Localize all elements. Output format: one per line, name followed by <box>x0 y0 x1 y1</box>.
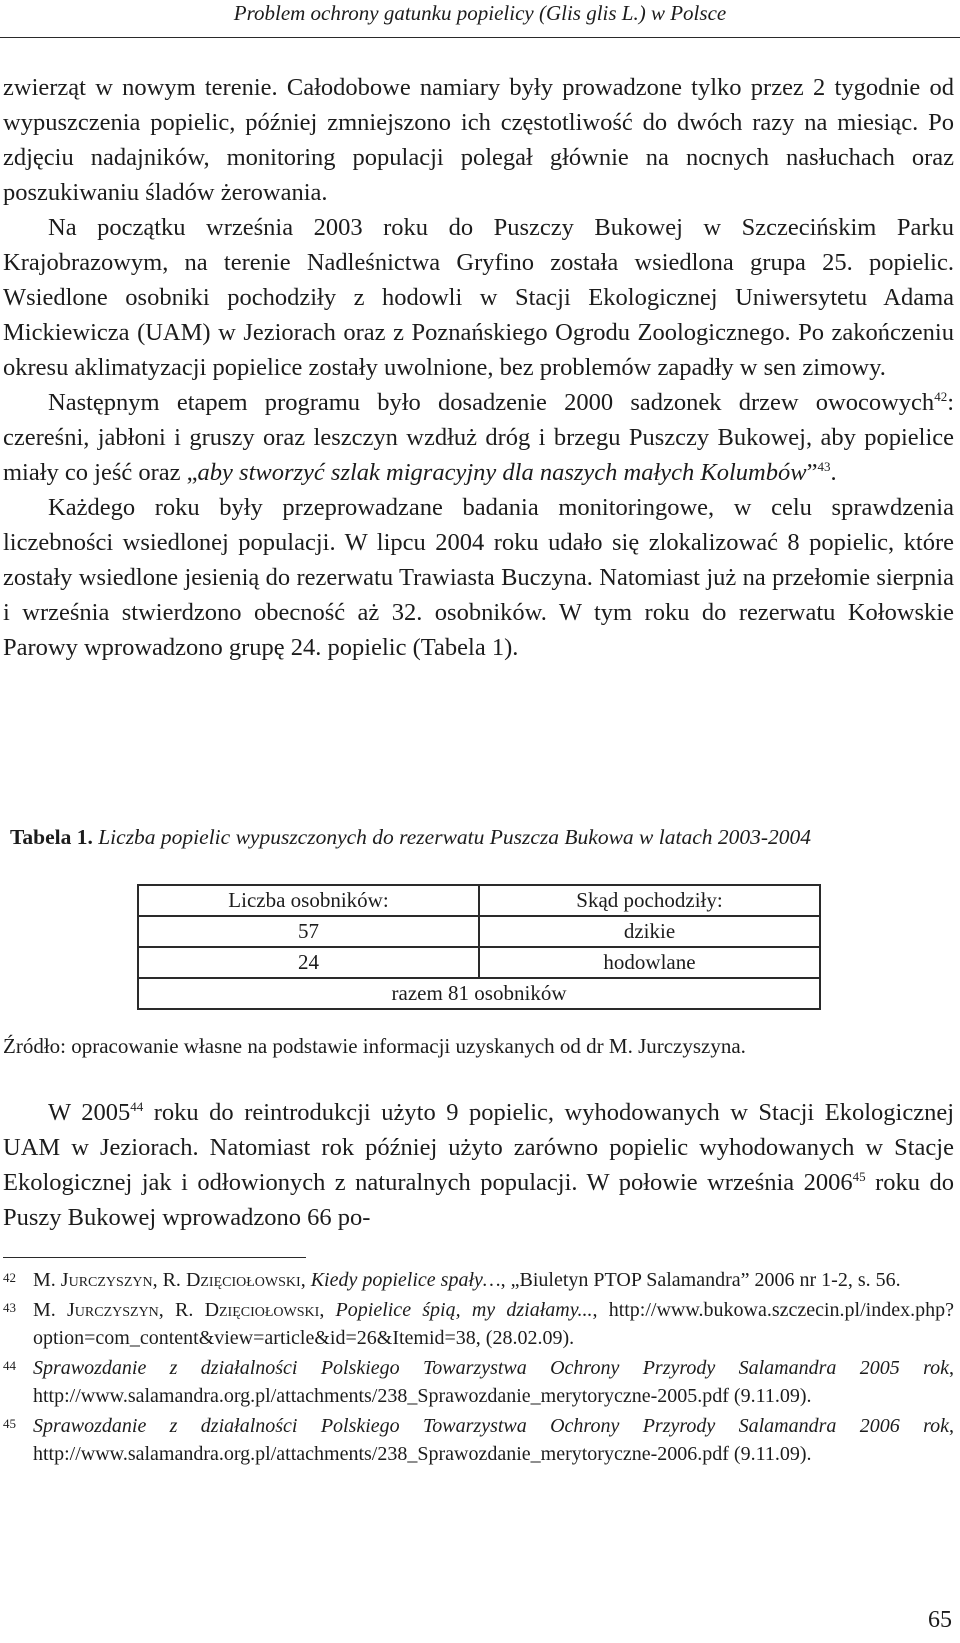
table-header-cell: Skąd pochodziły: <box>479 885 820 916</box>
work-title: Sprawozdanie z działalności Polskiego Towarzystwa Ochrony Przyrody Salamandra 2006 rok <box>33 1415 949 1437</box>
footnote-number: 42 <box>3 1270 16 1285</box>
table-cell: 24 <box>138 947 479 978</box>
fn-text-part: , R. <box>152 1269 186 1291</box>
p3-text-a: Następnym etapem programu było dosadzenie 2000 sadzonek drzew owocowych <box>48 389 935 416</box>
footnote-number: 45 <box>3 1416 16 1431</box>
footnote-ref-42[interactable]: 42 <box>934 388 948 404</box>
body-text-continued <box>3 1095 954 1235</box>
data-table <box>137 884 821 1010</box>
footnote-number: 43 <box>3 1300 16 1315</box>
page-number: 65 <box>928 1607 952 1633</box>
table-caption-text: Liczba popielic wypuszczonych do rezerwatu Puszcza Bukowa w latach 2003-2004 <box>98 825 812 849</box>
table-cell: dzikie <box>479 916 820 947</box>
footnote-text <box>33 1354 954 1410</box>
fn-text-part: M. <box>33 1299 67 1321</box>
footnote-45 <box>3 1412 954 1468</box>
body-text <box>3 70 954 665</box>
header-rule <box>0 37 960 38</box>
p3-text-b: : czereśni, jabłoni i gruszy oraz leszczyn wzdłuż dróg i brzegu Puszczy Bukowej, aby popielice miały co jeść oraz „ <box>3 389 954 486</box>
footnote-text <box>33 1266 954 1294</box>
paragraph-3 <box>3 385 954 490</box>
fn-text-part: , <box>319 1299 336 1321</box>
paragraph-5 <box>3 1095 954 1235</box>
table-total-cell: razem 81 osobników <box>138 978 820 1009</box>
fn-link-text[interactable]: , http://www.salamandra.org.pl/attachments/238_Sprawozdanie_merytoryczne-2006.pdf (9.11.09). <box>33 1415 954 1465</box>
table-total-row <box>138 978 820 1009</box>
paragraph-1: zwierząt w nowym terenie. Całodobowe namiary były prowadzone tylko przez 2 tygodnie od wypuszczenia popielic, później zmniejszono ich częstotliwość do dwóch razy na miesiąc. Po zdjęciu nadajników, monitoring populacji polegał głównie na nocnych nasłuchach oraz poszukiwaniu śladów żerowania. <box>3 74 954 206</box>
fn-text-part: , <box>300 1269 311 1291</box>
fn-text-part: M. <box>33 1269 61 1291</box>
footnote-rule <box>3 1257 306 1258</box>
author-name: Jurczyszyn <box>60 1269 153 1291</box>
table-caption-label: Tabela 1. <box>10 825 93 849</box>
table-header-row <box>138 885 820 916</box>
table-source: Źródło: opracowanie własne na podstawie informacji uzyskanych od dr M. Jurczyszyna. <box>3 1034 746 1058</box>
p5-text-a: W 2005 <box>48 1099 131 1126</box>
fn-link-text[interactable]: , http://www.salamandra.org.pl/attachments/238_Sprawozdanie_merytoryczne-2005.pdf (9.11.09). <box>33 1357 954 1407</box>
paragraph-4: Każdego roku były przeprowadzane badania monitoringowe, w celu sprawdzenia liczebności wsiedlonej populacji. W lipcu 2004 roku udało się zlokalizować 8 popielic, które zostały wsiedlone jesienią do rezerwatu Trawiasta Buczyna. Natomiast już na przełomie sierpnia i września stwierdzono obecność aż 32. osobników. W tym roku do rezerwatu Kołowskie Parowy wprowadzono grupę 24. popielic (Tabela 1). <box>3 494 954 661</box>
p3-quote: aby stworzyć szlak migracyjny dla naszych małych Kolumbów <box>197 459 807 486</box>
table-row <box>138 947 820 978</box>
table-row <box>138 916 820 947</box>
footnote-43 <box>3 1296 954 1352</box>
footnote-42 <box>3 1266 954 1294</box>
author-name: Dzięciołowski <box>204 1299 320 1321</box>
p5-text-c: roku do Puszy Bukowej wprowadzono 66 po- <box>3 1169 954 1231</box>
fn-text-part: , „Biuletyn PTOP Salamandra” 2006 nr 1-2, s. 56. <box>500 1269 901 1291</box>
paragraph-2: Na początku września 2003 roku do Puszczy Bukowej w Szczecińskim Parku Krajobrazowym, na terenie Nadleśnictwa Gryfino została wsiedlona grupa 25. popielic. Wsiedlone osobniki pochodziły z hodowli w Stacji Ekologicznej Uniwersytetu Adama Mickiewicza (UAM) w Jeziorach oraz z Poznańskiego Ogrodu Zoologicznego. Po zakończeniu okresu aklimatyzacji popielice zostały uwolnione, bez problemów zapadły w sen zimowy. <box>3 214 954 381</box>
work-title: Sprawozdanie z działalności Polskiego Towarzystwa Ochrony Przyrody Salamandra 2005 rok <box>33 1357 949 1379</box>
running-title: Problem ochrony gatunku popielicy (Glis glis L.) w Polsce <box>233 1 727 25</box>
footnote-ref-45[interactable]: 45 <box>852 1168 866 1184</box>
running-header <box>0 0 960 41</box>
table-caption <box>10 823 954 851</box>
footnote-44 <box>3 1354 954 1410</box>
footnote-text <box>33 1296 954 1352</box>
author-name: Dzięciołowski <box>185 1269 301 1291</box>
work-title: Popielice śpią, my działamy... <box>335 1299 593 1321</box>
p3-text-d: . <box>830 459 837 486</box>
fn-link-text[interactable]: , http://www.bukowa.szczecin.pl/index.php?option=com_content&view=article&id=26&Itemid=38, (28.02.09). <box>33 1299 954 1349</box>
work-title: Kiedy popielice spały… <box>310 1269 501 1291</box>
footnotes <box>3 1266 954 1470</box>
author-name: Jurczyszyn <box>67 1299 159 1321</box>
footnote-ref-44[interactable]: 44 <box>130 1098 144 1114</box>
table-cell: 57 <box>138 916 479 947</box>
footnote-text <box>33 1412 954 1468</box>
table-header-cell: Liczba osobników: <box>138 885 479 916</box>
table-cell: hodowlane <box>479 947 820 978</box>
fn-text-part: , R. <box>158 1299 205 1321</box>
p5-text-b: roku do reintrodukcji użyto 9 popielic, wyhodowanych w Stacji Ekologicznej UAM w Jeziorach. Natomiast rok później użyto zarówno popielic wyhodowanych w Stacje Ekologicznej jak i odłowionych z naturalnych populacji. W połowie września 2006 <box>3 1099 955 1196</box>
p3-text-c: ” <box>806 459 818 486</box>
footnote-ref-43[interactable]: 43 <box>817 458 831 474</box>
footnote-number: 44 <box>3 1358 16 1373</box>
